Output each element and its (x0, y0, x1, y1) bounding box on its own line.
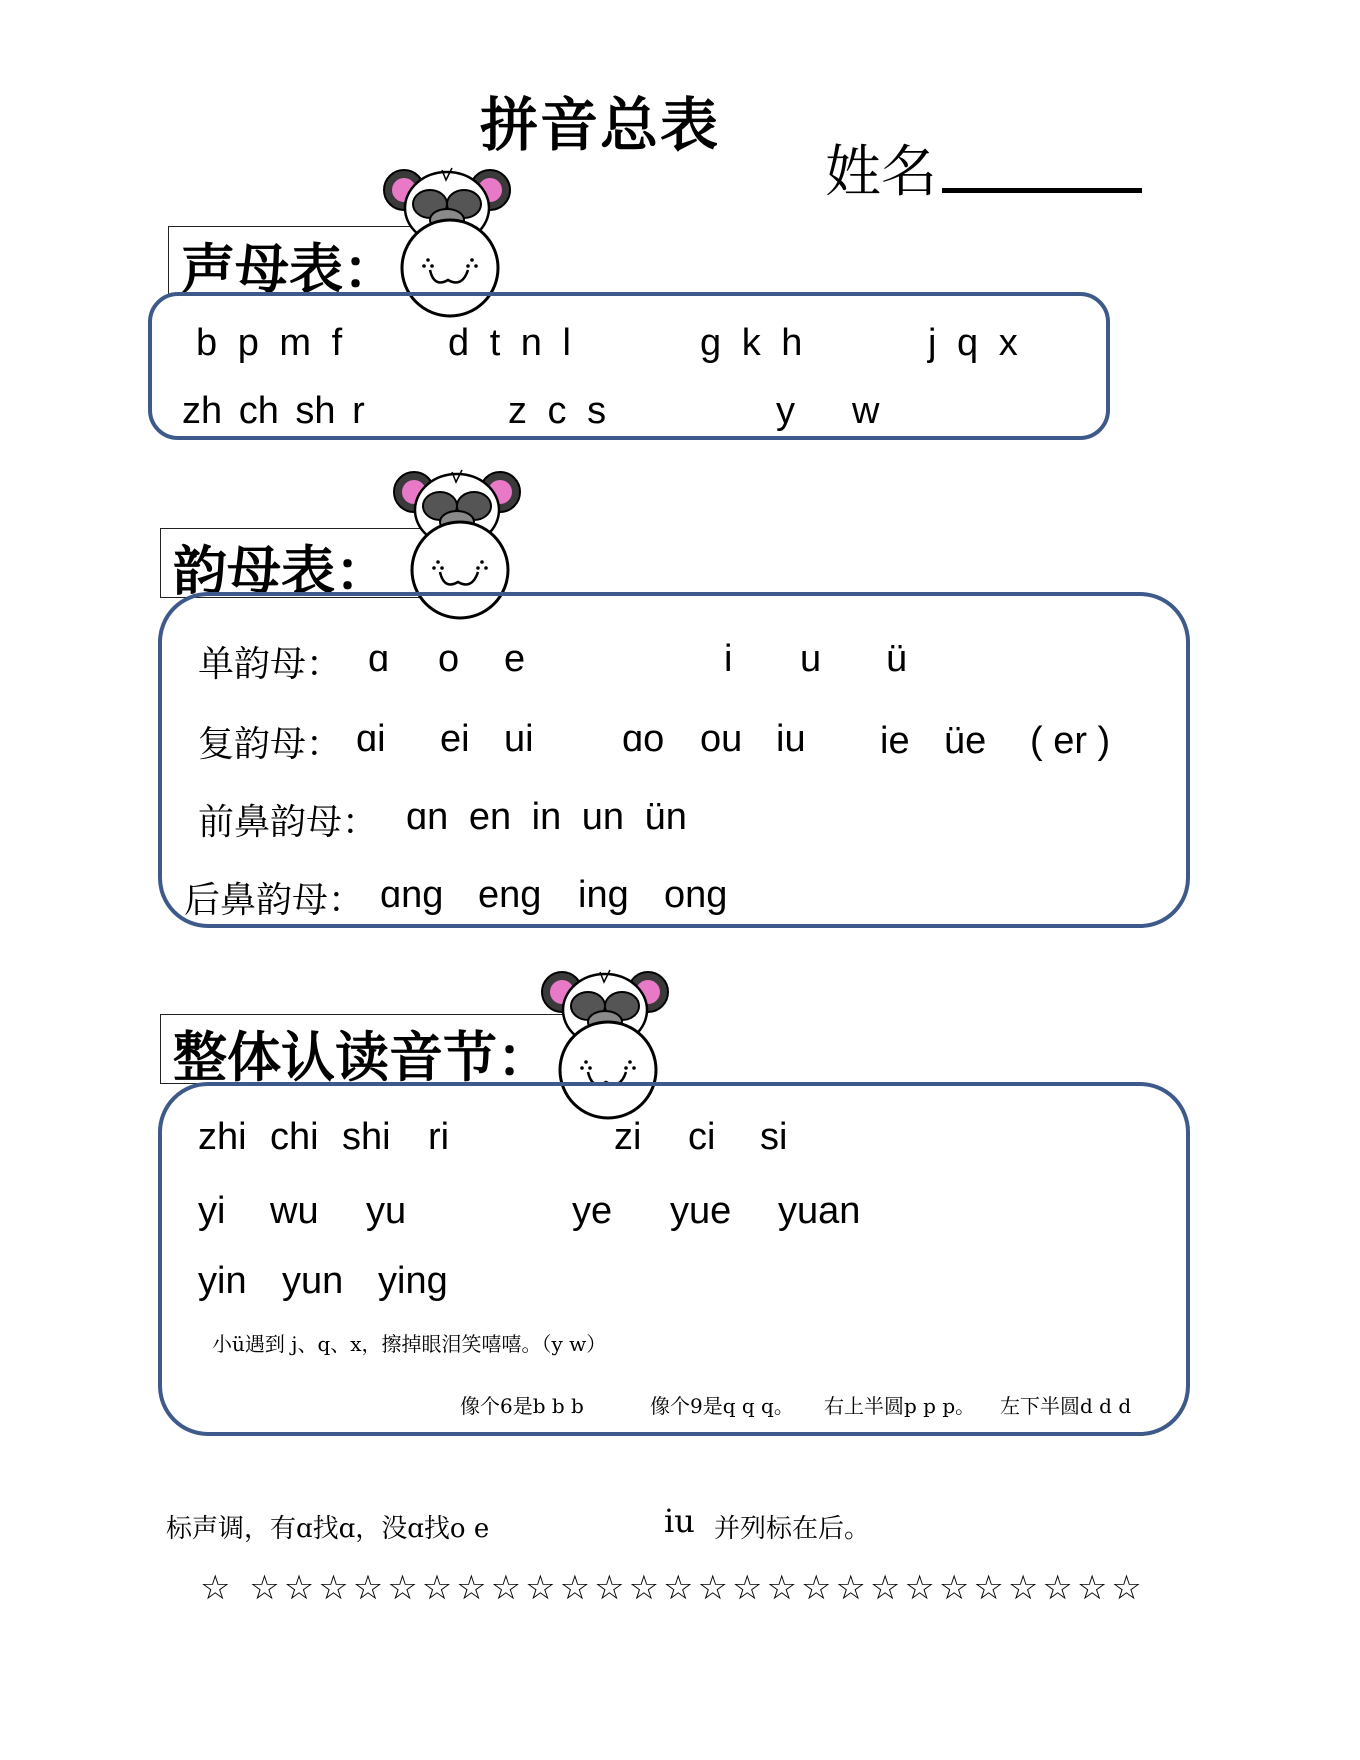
tip-p: 右上半圆p p p。 (824, 1394, 976, 1418)
single-finals-label: 单韵母： (198, 644, 343, 685)
final-item: ( er ) (1030, 720, 1111, 762)
syllable-item: yuan (778, 1190, 861, 1232)
tip-d: 左下半圆d d d (1000, 1394, 1132, 1418)
whole-title-text: 整体认读音节： (173, 1025, 551, 1089)
page-title: 拼音总表 (480, 91, 721, 159)
final-item: e (504, 638, 526, 680)
u-rule-note: 小ü遇到 j、q、x，擦掉眼泪笑嘻嘻。（y w） (212, 1332, 607, 1356)
final-item: ei (440, 718, 470, 760)
initials-row1-group2: d t n l (448, 322, 571, 364)
finals-title-text: 韵母表： (173, 539, 389, 603)
syllable-item: yue (670, 1190, 732, 1232)
initials-row2-group3: y (776, 390, 795, 432)
final-item: o (438, 638, 460, 680)
final-item: ie (880, 720, 910, 762)
final-item: ong (664, 874, 728, 916)
compound-finals-label: 复韵母： (198, 724, 343, 765)
syllable-item: yu (366, 1190, 407, 1232)
final-item: ɑo (622, 718, 665, 760)
final-item: eng (478, 874, 542, 916)
final-item: i (724, 638, 733, 680)
initials-row1-group3: g k h (700, 322, 803, 364)
front-nasal-label: 前鼻韵母： (198, 802, 379, 843)
initials-row1-group4: j q x (928, 322, 1018, 364)
syllable-item: shi (342, 1116, 391, 1158)
final-item: ü (886, 638, 908, 680)
syllable-item: ci (688, 1116, 716, 1158)
initials-row2-group2: z c s (508, 390, 607, 432)
syllable-item: chi (270, 1116, 319, 1158)
syllable-item: yun (282, 1260, 344, 1302)
syllable-item: yi (198, 1190, 226, 1232)
initials-title-text: 声母表： (181, 237, 397, 301)
whole-syllables-section-title (160, 1014, 570, 1089)
tip-b: 像个6是b b b (460, 1394, 584, 1418)
final-item: ɑi (356, 718, 386, 760)
tip-q: 像个9是q q q。 (650, 1394, 794, 1418)
syllable-item: zhi (198, 1116, 247, 1158)
name-label: 姓名 (825, 140, 937, 205)
syllable-item: ri (428, 1116, 450, 1158)
final-item: iu (776, 718, 806, 760)
initials-row2-group4: w (852, 390, 880, 432)
tone-rule-part2: iu (664, 1502, 695, 1540)
back-nasal-label: 后鼻韵母： (184, 880, 365, 921)
final-item: ɑng (380, 874, 444, 916)
syllable-item: yin (198, 1260, 247, 1302)
final-item: ɑ (368, 638, 390, 680)
star-divider: ☆ ☆☆☆☆☆☆☆☆☆☆☆☆☆☆☆☆☆☆☆☆☆☆☆☆☆☆ (200, 1568, 1146, 1608)
syllable-item: si (760, 1116, 788, 1158)
final-item: ou (700, 718, 743, 760)
final-item: ing (578, 874, 629, 916)
syllable-item: wu (270, 1190, 319, 1232)
final-item: ui (504, 718, 534, 760)
initials-row2-group1: zh ch sh r (182, 390, 365, 432)
syllable-item: ying (378, 1260, 448, 1302)
final-item: üe (944, 720, 987, 762)
tone-rule-part3: 并列标在后。 (714, 1514, 871, 1544)
name-underline (942, 188, 1142, 193)
tone-rule-part1: 标声调，有ɑ找ɑ，没ɑ找o e (166, 1514, 490, 1544)
finals-section-title (160, 528, 420, 603)
initials-row1-group1: b p m f (196, 322, 343, 364)
syllable-item: zi (614, 1116, 642, 1158)
syllable-item: ye (572, 1190, 613, 1232)
final-item: u (800, 638, 822, 680)
front-nasal-finals: ɑn en in un ün (406, 796, 687, 838)
